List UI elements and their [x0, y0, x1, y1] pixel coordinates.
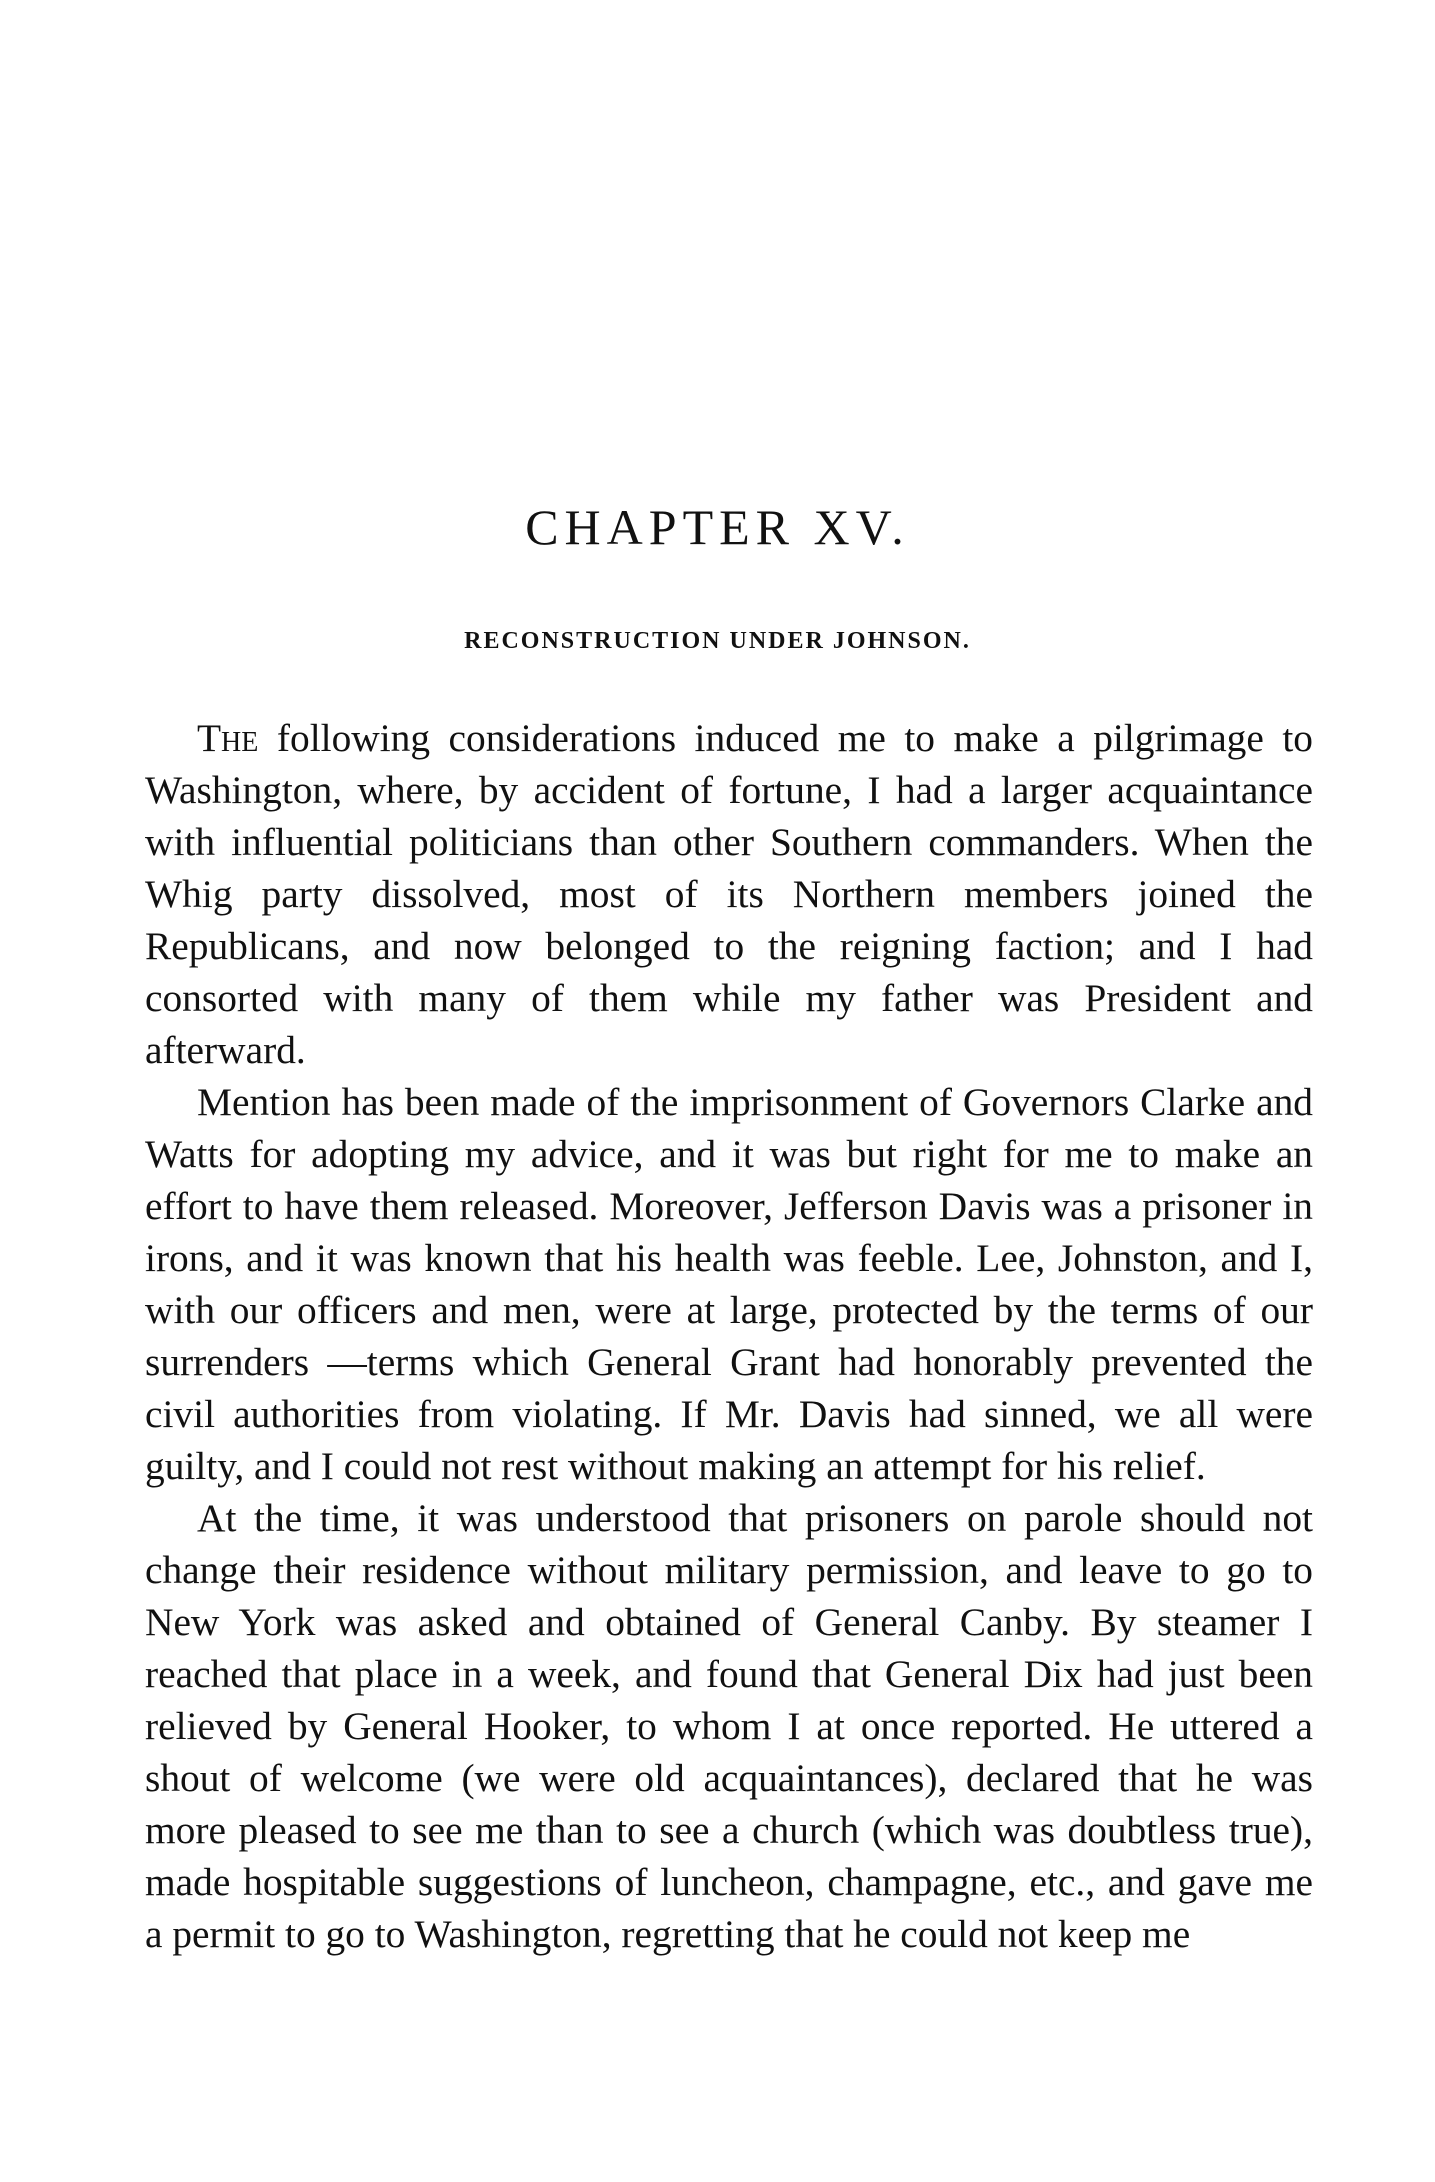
chapter-subtitle: RECONSTRUCTION UNDER JOHNSON.	[464, 628, 971, 654]
paragraph-text: At the time, it was understood that prisoners on parole should not change their residence without military permission, and leave to go to New York was asked and obtained of General Canby. By steamer I reached that place in a week, and found that General Dix had just been relieved by General Hooker, to whom I at once reported. He uttered a shout of welcome (we were old acquaintances), declared that he was more pleased to see me than to see a church (which was doubtless true), made hospitable suggestions of luncheon, champagne, etc., and gave me a permit to go to Washington, regretting that he could not keep me	[145, 1496, 1313, 1956]
body-text	[145, 712, 1313, 1960]
paragraph-text: following considerations induced me to make a pilgrimage to Washington, where, by accident of fortune, I had a larger acquaintance with influential politicians than other Southern commanders. When the Whig party dissolved, most of its Northern members joined the Republicans, and now belonged to the reigning faction; and I had consorted with many of them while my father was President and afterward.	[145, 716, 1313, 1072]
paragraph-2	[145, 1076, 1313, 1492]
paragraph-1	[145, 712, 1313, 1076]
paragraph-lead-word: The	[197, 716, 259, 760]
paragraph-3	[145, 1492, 1313, 1960]
paragraph-text: Mention has been made of the imprisonment of Governors Clarke and Watts for adopting my advice, and it was but right for me to make an effort to have them released. Moreover, Jefferson Davis was a prisoner in irons, and it was known that his health was feeble. Lee, Johnston, and I, with our officers and men, were at large, protected by the terms of our surrenders —terms which General Grant had honorably prevented the civil authorities from violating. If Mr. Davis had sinned, we all were guilty, and I could not rest without making an attempt for his relief.	[145, 1080, 1313, 1488]
chapter-title: CHAPTER XV.	[525, 499, 910, 555]
